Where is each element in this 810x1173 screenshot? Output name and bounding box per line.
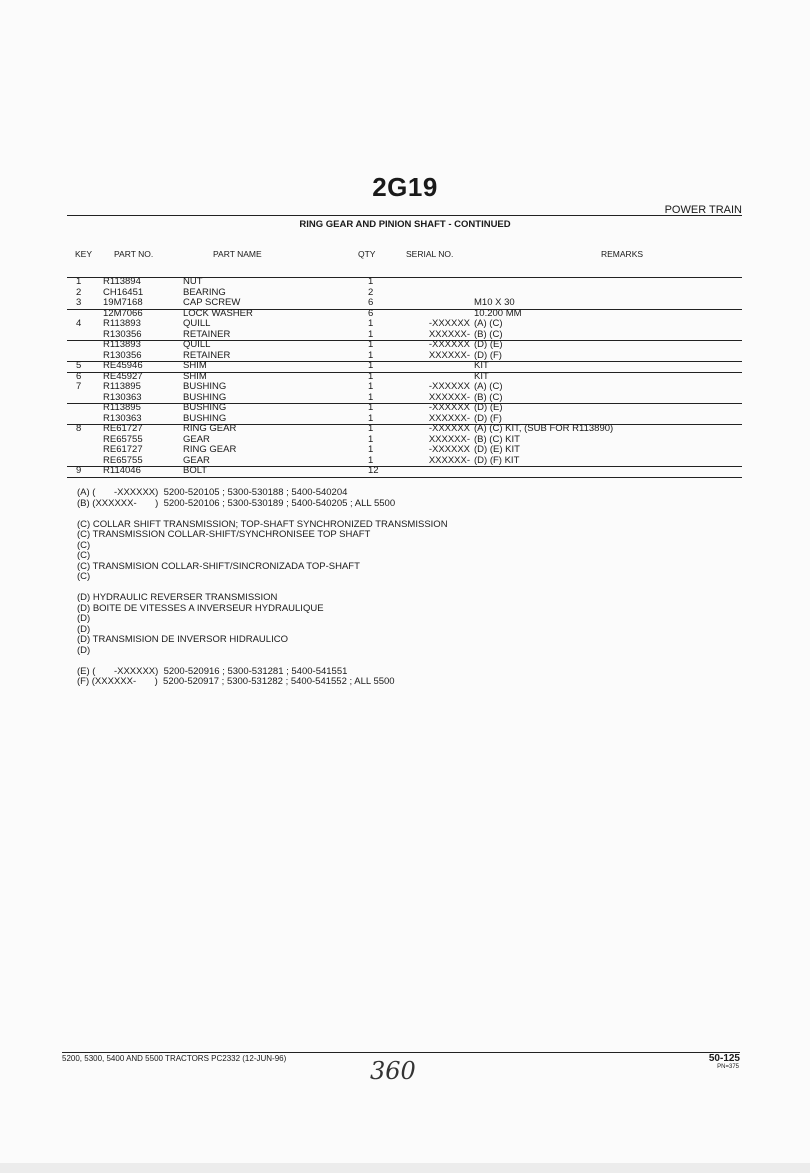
note-line: (E) ( -XXXXXX) 5200-520916 ; 5300-531281 ; 5400-541551 xyxy=(77,665,348,677)
row-qty: 6 xyxy=(368,307,374,319)
row-serial-no: -XXXXXX xyxy=(428,339,470,350)
row-qty: 1 xyxy=(368,433,374,445)
row-key: 9 xyxy=(76,465,82,476)
row-qty: 1 xyxy=(368,360,374,371)
row-serial-no: -XXXXXX xyxy=(428,423,470,434)
row-qty: 1 xyxy=(368,349,374,361)
row-part-name: BUSHING xyxy=(183,391,227,403)
col-key: KEY xyxy=(75,249,93,259)
row-serial-no: -XXXXXX xyxy=(428,444,470,455)
row-key: 7 xyxy=(76,381,82,392)
row-qty: 1 xyxy=(368,328,374,340)
row-remarks: (B) (C) xyxy=(474,328,503,340)
row-part-name: SHIM xyxy=(183,370,207,382)
row-part-name: BUSHING xyxy=(183,402,227,413)
row-key: 1 xyxy=(76,276,82,287)
row-part-no: RE65755 xyxy=(103,433,143,445)
row-part-no: RE61727 xyxy=(103,444,143,455)
col-serial-no: SERIAL NO. xyxy=(406,249,454,259)
row-part-name: RING GEAR xyxy=(183,423,237,434)
row-key: 5 xyxy=(76,360,82,371)
row-serial-no: -XXXXXX xyxy=(428,402,470,413)
page-subtitle: RING GEAR AND PINION SHAFT - CONTINUED xyxy=(299,219,511,230)
row-key: 4 xyxy=(76,318,82,329)
row-remarks: 10.200 MM xyxy=(474,307,522,319)
row-part-name: LOCK WASHER xyxy=(183,307,253,319)
row-serial-no: XXXXXX- xyxy=(428,433,470,445)
header-rule xyxy=(67,215,742,216)
row-qty: 12 xyxy=(368,465,379,476)
row-part-name: BUSHING xyxy=(183,381,227,392)
note-line: (F) (XXXXXX- ) 5200-520917 ; 5300-531282 ; 5400-541552 ; ALL 5500 xyxy=(77,676,395,687)
note-line: (D) xyxy=(77,613,91,624)
row-remarks: (B) (C) xyxy=(474,391,503,403)
row-part-no: R113893 xyxy=(103,339,141,350)
row-part-name: QUILL xyxy=(183,339,211,350)
row-part-no: R130356 xyxy=(103,328,142,340)
row-part-no: CH16451 xyxy=(103,286,144,298)
row-remarks: KIT xyxy=(474,370,489,382)
footer-model-info: 5200, 5300, 5400 AND 5500 TRACTORS PC2332 (12-JUN-96) xyxy=(62,1054,287,1063)
footer-rule xyxy=(62,1052,740,1053)
row-part-no: RE45946 xyxy=(103,360,143,371)
col-part-no: PART NO. xyxy=(114,249,154,259)
handwritten-page-number: 360 xyxy=(370,1057,416,1085)
row-part-no: R130356 xyxy=(103,349,142,361)
row-part-no: RE45927 xyxy=(103,370,143,382)
row-qty: 1 xyxy=(368,423,374,434)
row-key: 2 xyxy=(76,286,82,298)
page-title: 2G19 xyxy=(372,172,438,202)
row-part-no: RE61727 xyxy=(103,423,143,434)
row-serial-no: XXXXXX- xyxy=(428,328,470,340)
row-remarks: (A) (C) xyxy=(474,381,503,392)
col-qty: QTY xyxy=(358,249,376,259)
row-serial-no: -XXXXXX xyxy=(428,381,470,392)
row-part-no: R113895 xyxy=(103,402,141,413)
note-line: (C) xyxy=(77,571,91,582)
row-part-name: RING GEAR xyxy=(183,444,237,455)
row-qty: 6 xyxy=(368,297,374,308)
row-serial-no: XXXXXX- xyxy=(428,412,470,424)
row-part-name: SHIM xyxy=(183,360,207,371)
row-remarks: M10 X 30 xyxy=(474,297,515,308)
note-line: (D) BOITE DE VITESSES A INVERSEUR HYDRAULIQUE xyxy=(77,602,324,614)
row-part-name: GEAR xyxy=(183,454,210,466)
row-qty: 1 xyxy=(368,318,374,329)
row-part-no: R130363 xyxy=(103,391,142,403)
row-part-name: BEARING xyxy=(183,286,226,298)
row-remarks: (D) (F) KIT xyxy=(474,454,520,466)
row-serial-no: XXXXXX- xyxy=(428,391,470,403)
row-part-name: RETAINER xyxy=(183,349,231,361)
row-serial-no: XXXXXX- xyxy=(428,349,470,361)
note-line: (A) ( -XXXXXX) 5200-520105 ; 5300-530188 ; 5400-540204 xyxy=(77,487,348,498)
row-part-name: CAP SCREW xyxy=(183,297,241,308)
row-part-no: R113895 xyxy=(103,381,141,392)
note-line: (C) xyxy=(77,550,91,561)
row-part-no: R114046 xyxy=(103,465,141,476)
row-part-name: NUT xyxy=(183,276,203,287)
row-part-no: R130363 xyxy=(103,412,142,424)
row-separator xyxy=(67,277,742,278)
row-serial-no: -XXXXXX xyxy=(428,318,470,329)
row-qty: 1 xyxy=(368,444,374,455)
row-remarks: (A) (C) KIT, (SUB FOR R113890) xyxy=(474,423,614,434)
row-remarks: (A) (C) xyxy=(474,318,503,329)
row-part-no: R113893 xyxy=(103,318,141,329)
footer-pn: PN=375 xyxy=(717,1064,739,1070)
row-remarks: (D) (F) xyxy=(474,412,502,424)
note-line: (D) TRANSMISION DE INVERSOR HIDRAULICO xyxy=(77,634,288,645)
section-label: POWER TRAIN xyxy=(664,204,742,216)
row-part-no: RE65755 xyxy=(103,454,143,466)
row-serial-no: XXXXXX- xyxy=(428,454,470,466)
row-part-name: BOLT xyxy=(183,465,208,476)
row-part-no: 12M7066 xyxy=(103,307,143,319)
note-line: (D) xyxy=(77,644,91,656)
row-remarks: (D) (E) xyxy=(474,402,503,413)
note-line: (B) (XXXXXX- ) 5200-520106 ; 5300-530189 ; 5400-540205 ; ALL 5500 xyxy=(77,497,396,509)
col-part-name: PART NAME xyxy=(213,249,262,259)
row-separator xyxy=(67,361,742,362)
row-part-name: RETAINER xyxy=(183,328,231,340)
row-key: 3 xyxy=(76,297,82,308)
row-remarks: (D) (F) xyxy=(474,349,502,361)
row-qty: 1 xyxy=(368,381,374,392)
row-qty: 1 xyxy=(368,391,374,403)
row-qty: 1 xyxy=(368,276,374,287)
note-line: (D) HYDRAULIC REVERSER TRANSMISSION xyxy=(77,592,278,603)
col-remarks: REMARKS xyxy=(601,249,644,259)
row-part-name: BUSHING xyxy=(183,412,227,424)
row-remarks: KIT xyxy=(474,360,489,371)
row-separator xyxy=(67,372,742,373)
row-remarks: (D) (E) KIT xyxy=(474,444,520,455)
note-line: (C) COLLAR SHIFT TRANSMISSION; TOP-SHAFT SYNCHRONIZED TRANSMISSION xyxy=(77,518,448,530)
row-remarks: (B) (C) KIT xyxy=(474,433,520,445)
note-line: (C) TRANSMISION COLLAR-SHIFT/SINCRONIZADA TOP-SHAFT xyxy=(77,560,360,572)
row-part-no: 19M7168 xyxy=(103,297,143,308)
row-qty: 2 xyxy=(368,286,374,298)
page-bottom-edge xyxy=(0,1163,810,1173)
row-qty: 1 xyxy=(368,339,374,350)
row-qty: 1 xyxy=(368,412,374,424)
row-qty: 1 xyxy=(368,454,374,466)
row-separator xyxy=(67,309,742,310)
row-part-name: GEAR xyxy=(183,433,210,445)
table-bottom-rule xyxy=(67,477,742,478)
note-line: (D) xyxy=(77,623,91,635)
footer-page-number: 50-125 xyxy=(708,1053,740,1064)
row-separator xyxy=(67,466,742,467)
row-part-name: QUILL xyxy=(183,318,211,329)
row-qty: 1 xyxy=(368,370,374,382)
row-qty: 1 xyxy=(368,402,374,413)
note-line: (C) TRANSMISSION COLLAR-SHIFT/SYNCHRONISEE TOP SHAFT xyxy=(77,529,371,540)
row-key: 6 xyxy=(76,370,82,382)
row-remarks: (D) (E) xyxy=(474,339,503,350)
row-part-no: R113894 xyxy=(103,276,141,287)
note-line: (C) xyxy=(77,539,91,551)
row-key: 8 xyxy=(76,423,82,434)
